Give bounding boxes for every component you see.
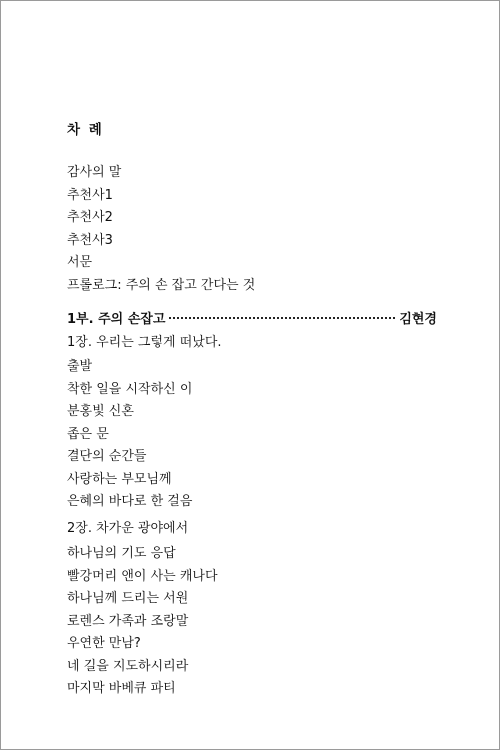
section-item: 사랑하는 부모님께 — [67, 471, 172, 487]
chapter-1-sections — [67, 356, 192, 514]
part-author: 김현경 — [399, 312, 437, 327]
chapter-title: 2장. 차가운 광야에서 — [67, 521, 189, 536]
front-matter-item: 추천사1 — [67, 187, 113, 203]
section-item: 하나님께 드리는 서원 — [67, 591, 189, 606]
section-item: 은혜의 바다로 한 걸음 — [67, 494, 193, 509]
part-heading — [67, 310, 437, 330]
chapter-title: 1장. 우리는 그렇게 떠났다. — [67, 335, 222, 350]
section-item: 착한 일을 시작하신 이 — [67, 381, 193, 397]
part-title: 1부. 주의 손잡고 — [67, 312, 166, 327]
section-item: 분홍빛 신혼 — [67, 404, 134, 419]
toc-title: 차 례 — [67, 122, 104, 138]
front-matter-item: 추천사2 — [67, 210, 113, 225]
front-matter-item: 추천사3 — [67, 232, 113, 248]
front-matter-item: 프롤로그: 주의 손 잡고 간다는 것 — [67, 277, 256, 293]
front-matter-item: 서문 — [67, 255, 93, 270]
section-item: 하나님의 기도 응답 — [67, 546, 176, 561]
section-item: 로렌스 가족과 조랑말 — [67, 613, 189, 629]
dot-leader — [169, 317, 395, 319]
front-matter-list — [67, 162, 255, 297]
section-item: 좁은 문 — [67, 426, 109, 442]
section-item: 결단의 순간들 — [67, 449, 147, 464]
section-item: 우연한 만남? — [67, 636, 141, 651]
section-item: 마지막 바베큐 파티 — [67, 681, 176, 696]
section-item: 출발 — [67, 359, 93, 374]
section-item: 빨강머리 앤이 사는 캐나다 — [67, 568, 218, 584]
chapter-2-sections — [67, 543, 218, 701]
front-matter-item: 감사의 말 — [67, 165, 122, 180]
section-item: 네 길을 지도하시리라 — [67, 658, 189, 674]
